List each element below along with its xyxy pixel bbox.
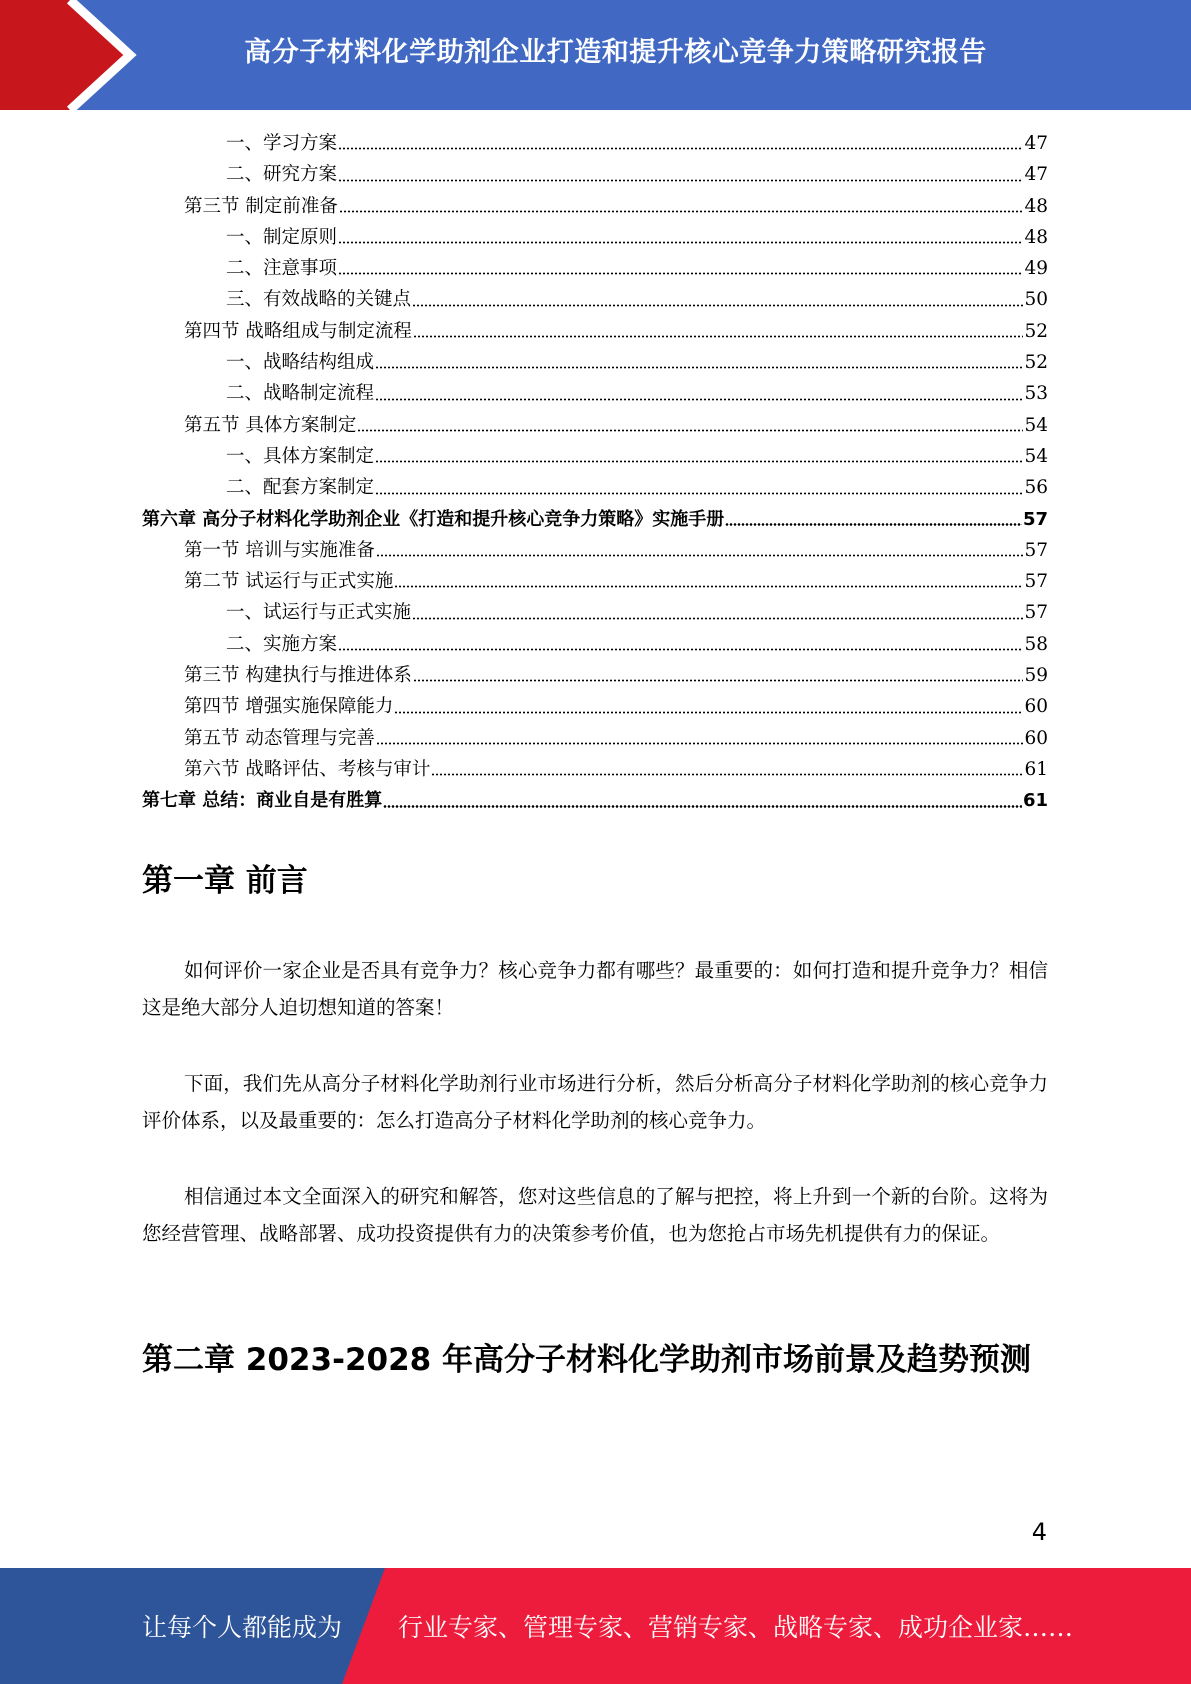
toc-entry[interactable]: [142, 253, 1048, 284]
toc-leader-dots: [357, 429, 1023, 432]
toc-entry-title: 二、战略制定流程: [226, 383, 375, 405]
toc-entry-title: 二、配套方案制定: [226, 477, 375, 499]
toc-entry[interactable]: [142, 566, 1048, 597]
toc-entry[interactable]: [142, 128, 1048, 159]
toc-entry-page: 57: [1024, 539, 1048, 561]
toc-entry[interactable]: [142, 316, 1048, 347]
chapter-2-heading: 第二章 2023-2028 年高分子材料化学助剂市场前景及趋势预测: [142, 1342, 1032, 1378]
toc-entry[interactable]: [142, 691, 1048, 722]
toc-entry-page: 57: [1024, 571, 1048, 593]
toc-entry-title: 第三节 构建执行与推进体系: [184, 665, 412, 687]
report-title: 高分子材料化学助剂企业打造和提升核心竞争力策略研究报告: [244, 37, 987, 68]
toc-entry-page: 49: [1024, 258, 1048, 280]
toc-entry-title: 一、具体方案制定: [226, 445, 375, 467]
toc-entry[interactable]: [142, 504, 1048, 535]
toc-entry-page: 53: [1024, 383, 1048, 405]
toc-entry-page: 61: [1024, 758, 1048, 780]
toc-entry-title: 第三节 制定前准备: [184, 195, 338, 217]
toc-entry-page: 60: [1024, 696, 1048, 718]
toc-leader-dots: [412, 304, 1023, 307]
toc-entry[interactable]: [142, 159, 1048, 190]
toc-entry[interactable]: [142, 785, 1048, 816]
toc-entry[interactable]: [142, 535, 1048, 566]
toc-entry-title: 第四节 战略组成与制定流程: [184, 320, 412, 342]
toc-leader-dots: [394, 585, 1023, 588]
toc-entry[interactable]: [142, 441, 1048, 472]
toc-entry-page: 56: [1024, 477, 1048, 499]
toc-entry[interactable]: [142, 472, 1048, 503]
toc-entry[interactable]: [142, 629, 1048, 660]
toc-entry[interactable]: [142, 222, 1048, 253]
toc-leader-dots: [725, 523, 1022, 526]
toc-entry-title: 三、有效战略的关键点: [226, 289, 412, 311]
toc-leader-dots: [338, 179, 1023, 182]
page-header: [0, 0, 1191, 110]
toc-entry-page: 50: [1024, 289, 1048, 311]
toc-leader-dots: [376, 742, 1024, 745]
toc-leader-dots: [375, 460, 1023, 463]
toc-leader-dots: [338, 648, 1023, 651]
toc-entry-title: 一、试运行与正式实施: [226, 602, 412, 624]
toc-entry-page: 59: [1024, 665, 1048, 687]
footer-slogan-left: 让每个人都能成为: [142, 1613, 343, 1642]
toc-entry-page: 54: [1024, 445, 1048, 467]
footer-slogan-right: 行业专家、管理专家、营销专家、战略专家、成功企业家……: [398, 1613, 1074, 1642]
header-red-arrow-shape: [0, 0, 150, 110]
toc-entry-title: 第六章 高分子材料化学助剂企业《打造和提升核心竞争力策略》实施手册: [142, 508, 725, 530]
toc-entry-title: 二、研究方案: [226, 164, 338, 186]
toc-entry-page: 60: [1024, 727, 1048, 749]
toc-leader-dots: [375, 492, 1023, 495]
toc-entry[interactable]: [142, 191, 1048, 222]
toc-entry-page: 57: [1024, 602, 1048, 624]
page-number: 4: [1031, 1518, 1047, 1546]
toc-entry-title: 第五节 具体方案制定: [184, 414, 357, 436]
toc-entry[interactable]: [142, 347, 1048, 378]
toc-leader-dots: [339, 210, 1024, 213]
paragraph-1: 如何评价一家企业是否具有竞争力？核心竞争力都有哪些？最重要的：如何打造和提升竞争力？相信这是绝大部分人迫切想知道的答案！: [142, 959, 1048, 1019]
toc-leader-dots: [412, 617, 1023, 620]
chapter-1-heading: 第一章 前言: [142, 863, 308, 899]
toc-entry[interactable]: [142, 723, 1048, 754]
toc-entry-title: 一、战略结构组成: [226, 352, 375, 374]
toc-leader-dots: [338, 241, 1023, 244]
toc-entry-title: 第七章 总结：商业自是有胜算: [142, 790, 383, 812]
toc-entry[interactable]: [142, 754, 1048, 785]
toc-entry-title: 第六节 战略评估、考核与审计: [184, 758, 431, 780]
toc-entry-title: 第一节 培训与实施准备: [184, 539, 375, 561]
toc-entry-page: 58: [1024, 633, 1048, 655]
toc-entry-page: 54: [1024, 414, 1048, 436]
toc-entry[interactable]: [142, 284, 1048, 315]
toc-entry-title: 第二节 试运行与正式实施: [184, 571, 394, 593]
toc-entry-title: 第五节 动态管理与完善: [184, 727, 375, 749]
toc-entry[interactable]: [142, 597, 1048, 628]
toc-leader-dots: [376, 554, 1024, 557]
toc-leader-dots: [431, 773, 1023, 776]
toc-entry-title: 一、学习方案: [226, 133, 338, 154]
toc-leader-dots: [383, 805, 1022, 808]
toc-entry-page: 52: [1024, 320, 1048, 342]
toc-entry-page: 57: [1022, 508, 1048, 530]
toc-entry-title: 一、制定原则: [226, 226, 338, 248]
toc-entry-page: 47: [1024, 164, 1048, 186]
toc-leader-dots: [413, 679, 1024, 682]
toc-entry[interactable]: [142, 378, 1048, 409]
toc-entry-page: 48: [1024, 226, 1048, 248]
toc-entry-page: 47: [1024, 133, 1048, 154]
toc-leader-dots: [375, 366, 1023, 369]
toc-leader-dots: [375, 398, 1023, 401]
table-of-contents: [142, 128, 1048, 817]
page-footer: [0, 1568, 1191, 1684]
toc-entry-title: 二、实施方案: [226, 633, 338, 655]
toc-leader-dots: [338, 147, 1023, 150]
toc-leader-dots: [338, 272, 1023, 275]
paragraph-3: 相信通过本文全面深入的研究和解答，您对这些信息的了解与把控，将上升到一个新的台阶。这将为您经营管理、战略部署、成功投资提供有力的决策参考价值，也为您抢占市场先机提供有力的保证。: [142, 1185, 1048, 1245]
toc-entry-page: 61: [1022, 790, 1048, 812]
toc-entry-title: 二、注意事项: [226, 258, 338, 280]
paragraph-2: 下面，我们先从高分子材料化学助剂行业市场进行分析，然后分析高分子材料化学助剂的核心竞争力评价体系，以及最重要的：怎么打造高分子材料化学助剂的核心竞争力。: [142, 1072, 1048, 1132]
toc-entry-page: 48: [1024, 195, 1048, 217]
toc-entry-title: 第四节 增强实施保障能力: [184, 696, 394, 718]
toc-leader-dots: [394, 711, 1023, 714]
toc-leader-dots: [413, 335, 1024, 338]
toc-entry[interactable]: [142, 660, 1048, 691]
toc-entry[interactable]: [142, 410, 1048, 441]
toc-entry-page: 52: [1024, 352, 1048, 374]
